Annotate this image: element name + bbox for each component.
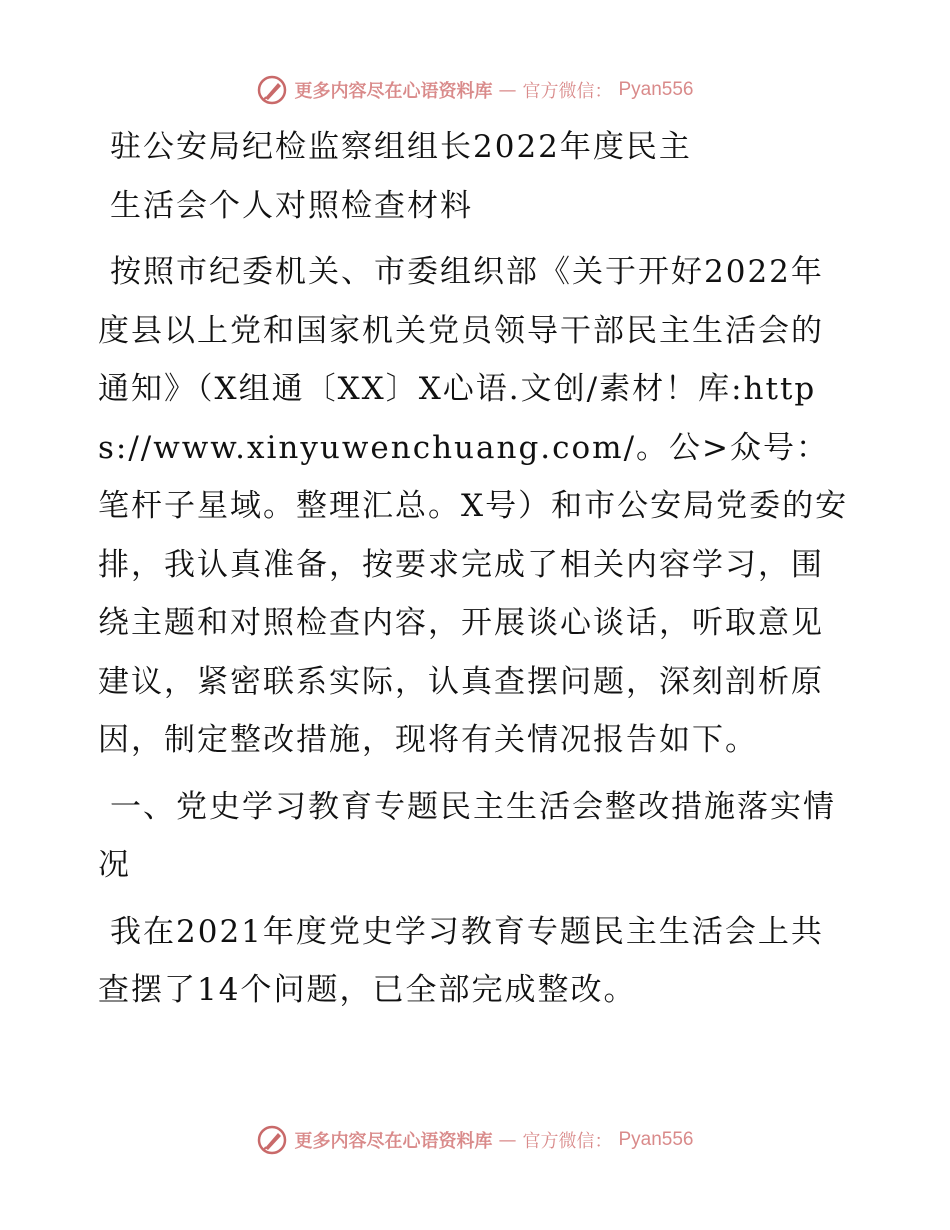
watermark-brand-text: 更多内容尽在心语资料库: [294, 1131, 493, 1152]
paragraph-section-1: 我在2021年度党史学习教育专题民主生活会上共查摆了14个问题，已全部完成整改。: [98, 913, 824, 1008]
paragraph-intro: 按照市纪委机关、市委组织部《关于开好2022年度县以上党和国家机关党员领导干部民主生活会的通知》（X组通〔XX〕X心语.文创/素材！库:https://www.xinyuwenchuang.com/。公>众号：笔杆子星域。整理汇总。X号）和市公安局党委的安排，我认真准备，按要求完成了相关内容学习，围绕主题和对照检查内容，开展谈心谈话，听取意见建议，紧密联系实际，认真查摆问题，深刻剖析原因，制定整改措施，现将有关情况报告如下。: [98, 254, 849, 758]
header-watermark: [0, 70, 950, 110]
watermark-label: 官方微信：: [522, 1131, 613, 1152]
watermark-account: Pyan556: [618, 79, 694, 100]
document-title-line-1: 驻公安局纪检监察组组长2022年度民主: [110, 129, 692, 165]
footer-watermark: [0, 1120, 950, 1160]
watermark-account: Pyan556: [618, 1129, 694, 1150]
section-heading-1: 一、党史学习教育专题民主生活会整改措施落实情况: [98, 788, 836, 883]
watermark-brand-text: 更多内容尽在心语资料库: [294, 81, 493, 102]
watermark-separator: —: [498, 1129, 517, 1151]
watermark-label: 官方微信：: [522, 81, 613, 102]
quill-pen-circle-icon: [256, 1124, 288, 1156]
quill-pen-circle-icon: [256, 74, 288, 106]
document-body: [98, 118, 850, 1020]
watermark-separator: —: [498, 79, 517, 101]
document-title-line-2: 生活会个人对照检查材料: [110, 187, 473, 224]
